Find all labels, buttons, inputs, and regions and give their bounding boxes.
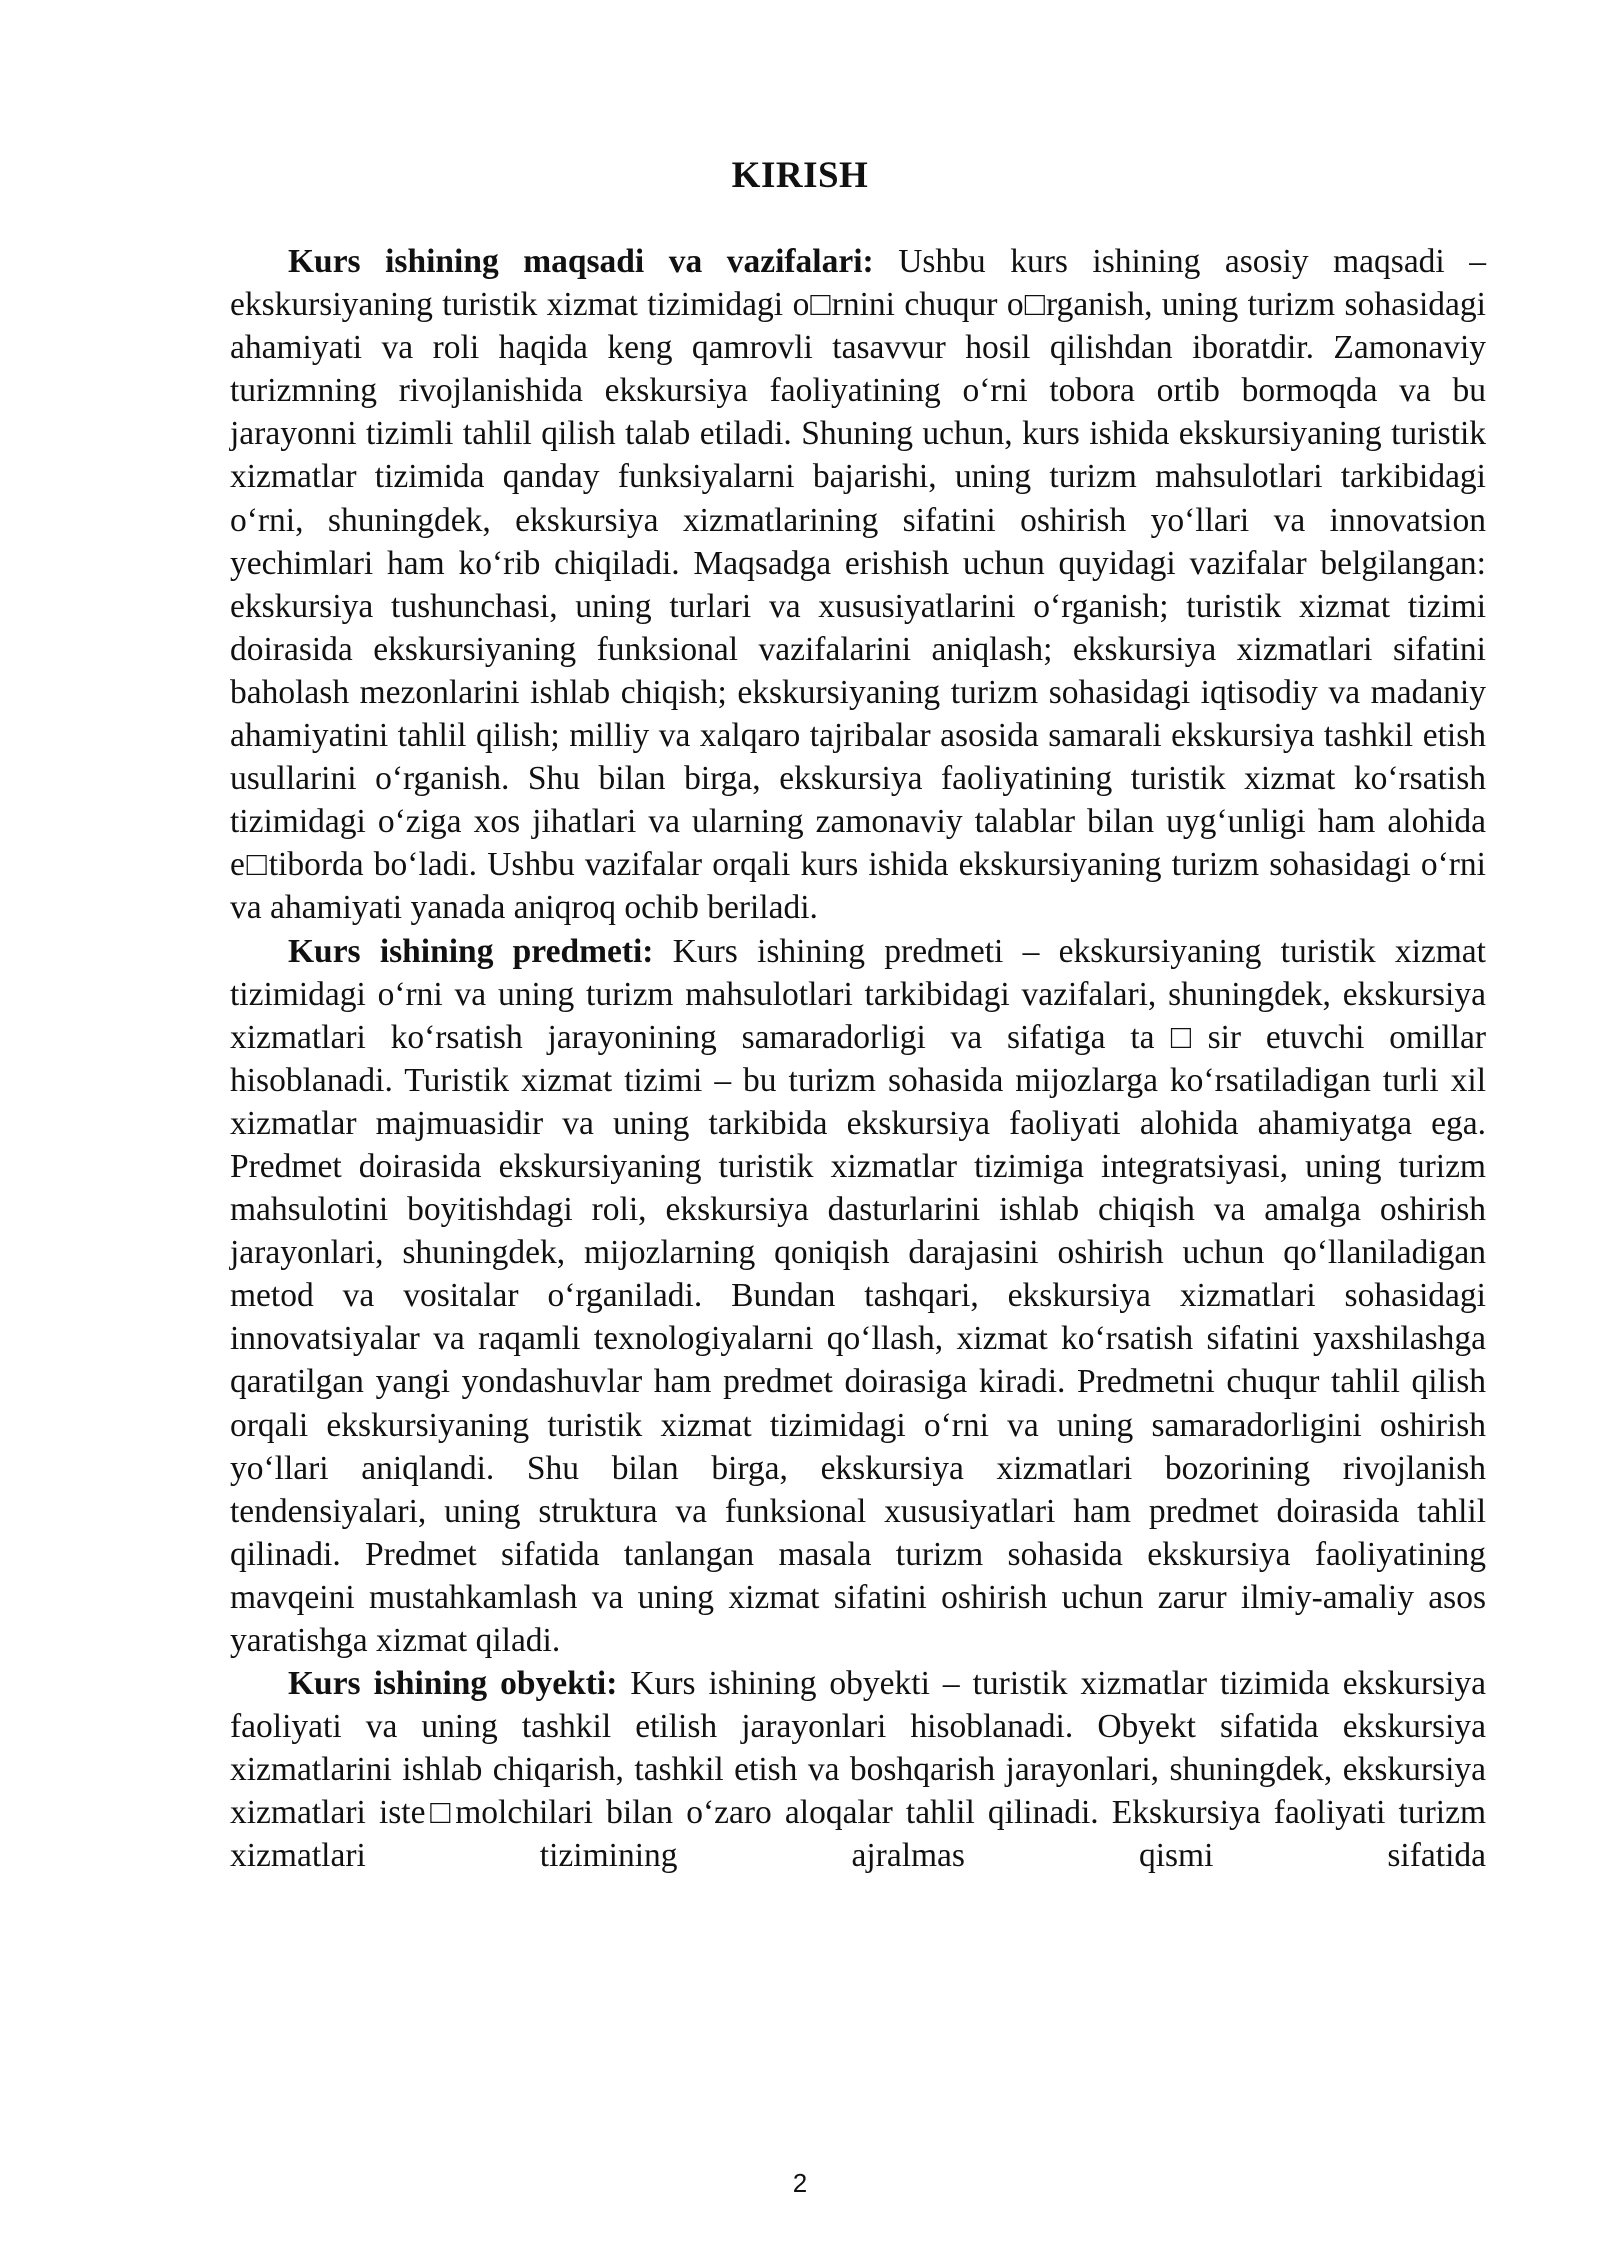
paragraph-text: Kurs ishining predmeti – ekskursiyaning turistik xizmat tizimidagi o‘rni va uning turizm mahsulotlari tarkibidagi vazifalari, shuningdek, ekskursiya xizmatlari ko‘rsatish jarayonining samaradorligi va sifatiga ta□sir etuvchi omillar hisoblanadi. Turistik xizmat tizimi – bu turizm sohasida mijozlarga ko‘rsatiladigan turli xil xizmatlar majmuasidir va uning tarkibida ekskursiya faoliyati alohida ahamiyatga ega. Predmet doirasida ekskursiyaning turistik xizmatlar tizimiga integratsiyasi, uning turizm mahsulotini boyitishdagi roli, ekskursiya dasturlarini ishlab chiqish va amalga oshirish jarayonlari, shuningdek, mijozlarning qoniqish darajasini oshirish uchun qo‘llaniladigan metod va vositalar o‘rganiladi. Bundan tashqari, ekskursiya xizmatlari sohasidagi innovatsiyalar va raqamli texnologiyalarni qo‘llash, xizmat ko‘rsatish sifatini yaxshilashga qaratilgan yangi yondashuvlar ham predmet doirasiga kiradi. Predmetni chuqur tahlil qilish orqali ekskursiyaning turistik xizmat tizimidagi o‘rni va uning samaradorligini oshirish yo‘llari aniqlandi. Shu bilan birga, ekskursiya xizmatlari bozorining rivojlanish tendensiyalari, uning struktura va funksional xususiyatlari ham predmet doirasida tahlil qilinadi. Predmet sifatida tanlangan masala turizm sohasida ekskursiya faoliyatining mavqeini mustahkamlash va uning xizmat sifatini oshirish uchun zarur ilmiy-amaliy asos yaratishga xizmat qiladi.: [230, 932, 1486, 1659]
paragraph-text: Kurs ishining obyekti – turistik xizmatlar tizimida ekskursiya faoliyati va uning tashkil etilish jarayonlari hisoblanadi. Obyekt sifatida ekskursiya xizmatlarini ishlab chiqarish, tashkil etish va boshqarish jarayonlari, shuningdek, ekskursiya xizmatlari iste□molchilari bilan o‘zaro aloqalar tahlil qilinadi. Ekskursiya faoliyati turizm xizmatlari tizimining ajralmas qismi sifatida: [230, 1665, 1486, 1875]
paragraph-predmeti: [230, 930, 1486, 1663]
paragraph-text: Ushbu kurs ishining asosiy maqsadi – ekskursiyaning turistik xizmat tizimidagi o□rnini chuqur o□rganish, uning turizm sohasidagi ahamiyati va roli haqida keng qamrovli tasavvur hosil qilishdan iboratdir. Zamonaviy turizmning rivojlanishida ekskursiya faoliyatining o‘rni tobora ortib bormoqda va bu jarayonni tizimli tahlil qilish talab etiladi. Shuning uchun, kurs ishida ekskursiyaning turistik xizmatlar tizimida qanday funksiyalarni bajarishi, uning turizm mahsulotlari tarkibidagi o‘rni, shuningdek, ekskursiya xizmatlarining sifatini oshirish yo‘llari va innovatsion yechimlari ham ko‘rib chiqiladi. Maqsadga erishish uchun quyidagi vazifalar belgilangan: ekskursiya tushunchasi, uning turlari va xususiyatlarini o‘rganish; turistik xizmat tizimi doirasida ekskursiyaning funksional vazifalarini aniqlash; ekskursiya xizmatlari sifatini baholash mezonlarini ishlab chiqish; ekskursiyaning turizm sohasidagi iqtisodiy va madaniy ahamiyatini tahlil qilish; milliy va xalqaro tajribalar asosida samarali ekskursiya tashkil etish usullarini o‘rganish. Shu bilan birga, ekskursiya faoliyatining turistik xizmat ko‘rsatish tizimidagi o‘ziga xos jihatlari va ularning zamonaviy talablar bilan uyg‘unligi ham alohida e□tiborda bo‘ladi. Ushbu vazifalar orqali kurs ishida ekskursiyaning turizm sohasidagi o‘rni va ahamiyati yanada aniqroq ochib beriladi.: [230, 243, 1486, 927]
paragraph-maqsadi: [230, 240, 1486, 930]
paragraph-lead: Kurs ishining maqsadi va vazifalari:: [288, 243, 874, 280]
paragraph-lead: Kurs ishining predmeti:: [288, 932, 654, 970]
page-title: KIRISH: [731, 155, 869, 196]
paragraph-obyekti: [230, 1662, 1486, 1877]
body-text: [230, 240, 1486, 1878]
paragraph-lead: Kurs ishining obyekti:: [288, 1665, 618, 1703]
page-number: 2: [792, 2168, 808, 2198]
